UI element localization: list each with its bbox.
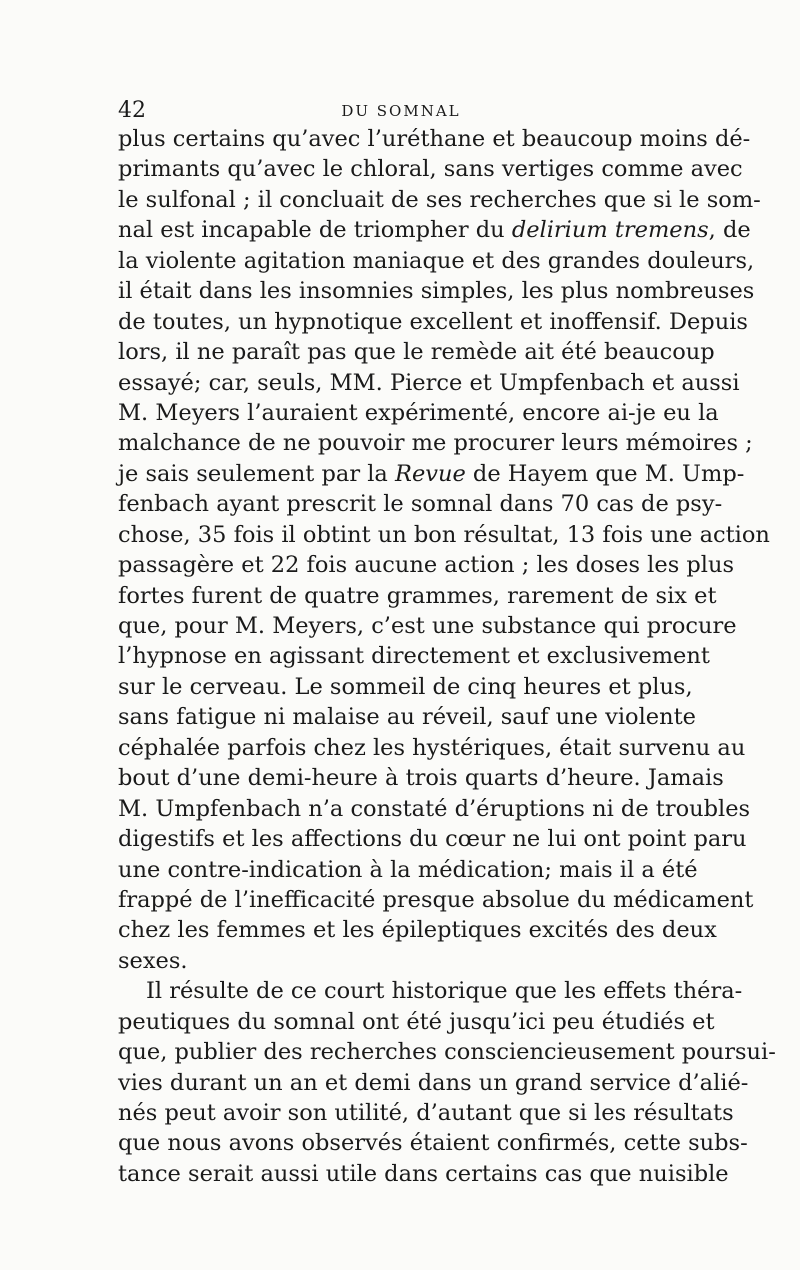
text-line: le sulfonal ; il concluait de ses recherches que si le som- bbox=[118, 186, 761, 213]
text-line: l’hypnose en agissant directement et exclusivement bbox=[118, 643, 710, 670]
text-line: chez les femmes et les épileptiques excités des deux bbox=[118, 917, 717, 944]
text-line bbox=[118, 459, 745, 489]
text-line: vies durant un an et demi dans un grand service d’alié- bbox=[118, 1069, 749, 1096]
text-segment: de Hayem que M. Ump- bbox=[465, 460, 745, 487]
text-line: que, pour M. Meyers, c’est une substance qui procure bbox=[118, 613, 737, 639]
text-line: bout d’une demi-heure à trois quarts d’heure. Jamais bbox=[118, 765, 724, 792]
body-text bbox=[118, 124, 776, 1189]
text-segment: nal est incapable de triompher du bbox=[118, 217, 512, 244]
text-line: il était dans les insomnies simples, les plus nombreuses bbox=[118, 278, 755, 305]
text-line: sur le cerveau. Le sommeil de cinq heures et plus, bbox=[118, 673, 693, 700]
text-segment: , de bbox=[708, 217, 751, 244]
text-line: sexes. bbox=[118, 947, 188, 974]
text-line: M. Meyers l’auraient expérimenté, encore ai-je eu la bbox=[118, 399, 719, 426]
text-line: une contre-indication à la médication; mais il a été bbox=[118, 856, 698, 883]
text-line: digestifs et les affections du cœur ne lui ont point paru bbox=[118, 826, 747, 853]
italic-term: delirium tremens bbox=[511, 217, 709, 244]
text-line: peutiques du somnal ont été jusqu’ici peu étudiés et bbox=[118, 1008, 715, 1035]
text-line: malchance de ne pouvoir me procurer leurs mémoires ; bbox=[118, 430, 753, 457]
text-line: M. Umpfenbach n’a constaté d’éruptions ni de troubles bbox=[118, 795, 751, 822]
text-line: de toutes, un hypnotique excellent et inoffensif. Depuis bbox=[118, 308, 748, 335]
text-line: tance serait aussi utile dans certains cas que nuisible bbox=[118, 1160, 729, 1187]
text-line: essayé; car, seuls, MM. Pierce et Umpfenbach et aussi bbox=[118, 369, 740, 396]
text-line: fortes furent de quatre grammes, rarement de six et bbox=[118, 582, 717, 609]
page-number: 42 bbox=[118, 98, 146, 123]
text-line: sans fatigue ni malaise au réveil, sauf une violente bbox=[118, 704, 696, 731]
text-line: frappé de l’inefficacité presque absolue du médicament bbox=[118, 886, 754, 913]
text-line: que, publier des recherches consciencieusement poursui- bbox=[118, 1039, 776, 1066]
text-line: la violente agitation maniaque et des grandes douleurs, bbox=[118, 247, 755, 274]
text-line: nés peut avoir son utilité, d’autant que si les résultats bbox=[118, 1100, 734, 1126]
italic-term: Revue bbox=[395, 460, 466, 487]
text-line: Il résulte de ce court historique que les effets théra- bbox=[146, 978, 743, 1005]
text-line bbox=[118, 215, 751, 245]
text-line: céphalée parfois chez les hystériques, était survenu au bbox=[118, 734, 746, 761]
text-line: plus certains qu’avec l’uréthane et beaucoup moins dé- bbox=[118, 126, 751, 152]
text-line: fenbach ayant prescrit le somnal dans 70 cas de psy- bbox=[118, 491, 723, 518]
text-line: chose, 35 fois il obtint un bon résultat, 13 fois une action bbox=[118, 521, 770, 548]
text-segment: je sais seulement par la bbox=[118, 460, 395, 487]
page-header bbox=[118, 96, 684, 126]
text-line: que nous avons observés étaient confirmés, cette subs- bbox=[118, 1130, 748, 1157]
running-head: DU SOMNAL bbox=[341, 102, 461, 120]
text-line: lors, il ne paraît pas que le remède ait été beaucoup bbox=[118, 339, 715, 366]
text-line: primants qu’avec le chloral, sans vertiges comme avec bbox=[118, 156, 743, 183]
text-line: passagère et 22 fois aucune action ; les doses les plus bbox=[118, 552, 735, 579]
